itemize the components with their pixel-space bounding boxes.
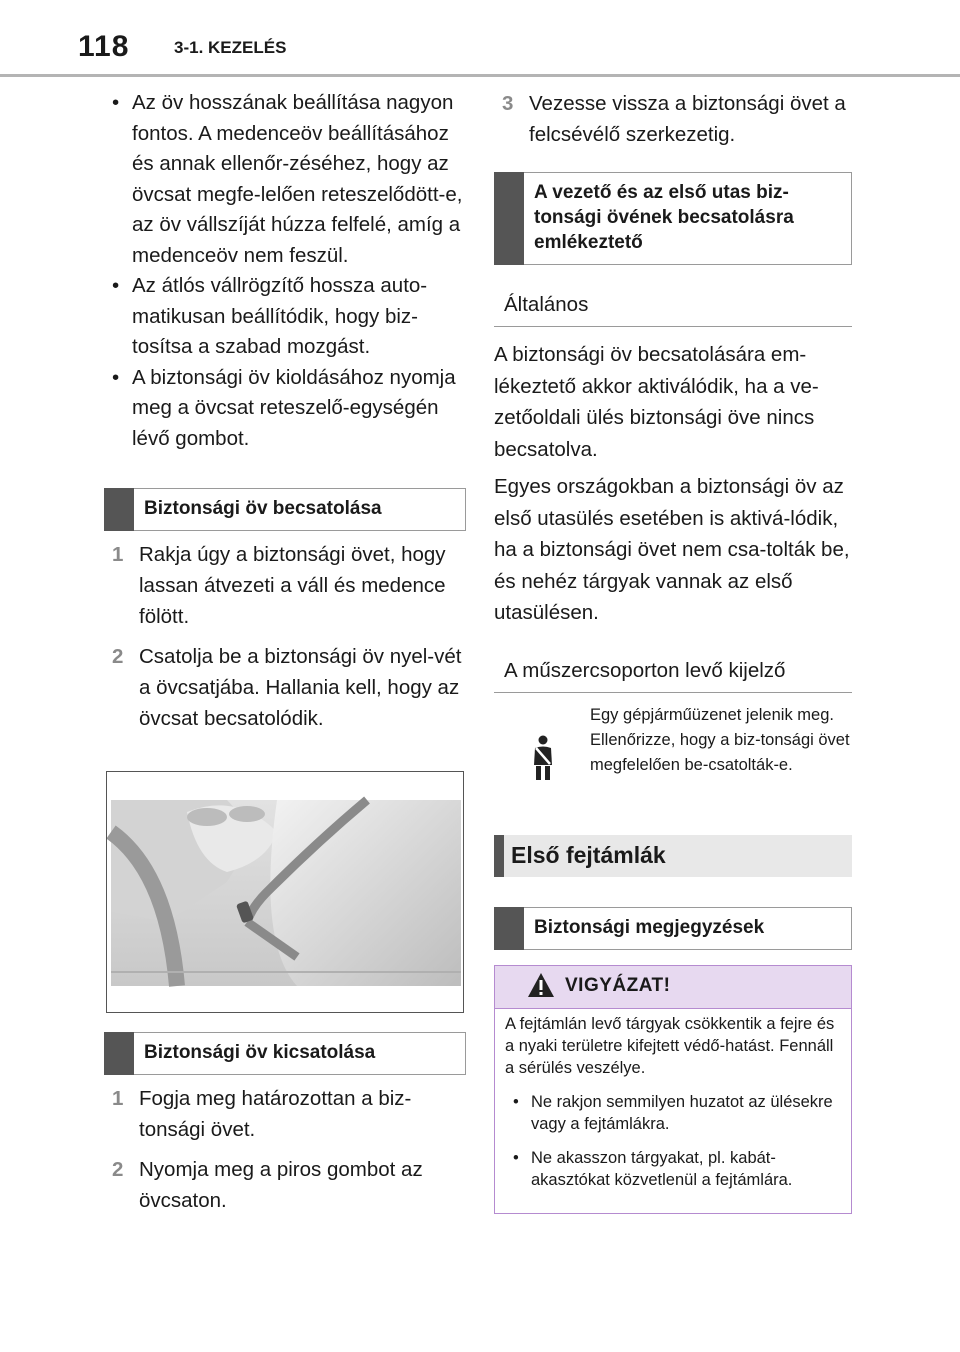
section-title: 3-1. KEZELÉS [174,38,287,57]
unfasten-step-2: 2 Nyomja meg a piros gombot az övcsaton. [112,1158,423,1212]
warning-header [495,966,851,1008]
heading-front-headrests: Első fejtámlák [494,835,852,877]
warning-body [495,1009,851,1213]
heading-belt-reminder: A vezető és az első utas biz-tonsági övének becsatolásra emlékeztető [494,172,852,265]
list-item: • Ne rakjon semmilyen huzatot az ülésekre vagy a fejtámlákra. [505,1091,839,1135]
warning-triangle-icon [526,971,556,1004]
list-item: • Az átlós vállrögzítő hossza auto-matikusan beállítódik, hogy biz-tosítsa a szabad mozgást. [104,271,466,363]
step-3: 3 Vezesse vissza a biztonsági övet a felcsévélő szerkezetig. [502,92,846,146]
list-item: • A biztonsági öv kioldásához nyomja meg a övcsat reteszelő-egységén lévő gombot. [104,363,466,455]
warning-box [494,965,852,1214]
seat-belt-illustration [106,771,464,1013]
heading-unfasten-belt: Biztonsági öv kicsatolása [104,1032,466,1075]
subheading-display: A műszercsoporton levő kijelző [494,651,852,693]
display-message: Egy gépjárműüzenet jelenik meg. Ellenőrizze, hogy a biz-tonsági övet megfelelően be-csatolták-e. [590,705,850,774]
unfasten-section [104,1032,466,1225]
list-item: • Az öv hosszának beállítása nagyon fontos. A medenceöv beállításához és annak ellenőr-zéséhez, hogy az övcsat megfe-lelően reteszelődött-e, az öv vállszíját húzza felfelé, amíg a medenceöv nem feszül. [104,88,466,271]
heading-safety-notes: Biztonsági megjegyzések [494,907,852,950]
unfasten-step-1: 1 Fogja meg határozottan a biz-tonsági övet. [112,1087,412,1141]
warning-intro: A fejtámlán levő tárgyak csökkentik a fejre és a nyaki területre kifejtett védő-hatást. Fennáll a sérülés veszélye. [505,1014,835,1077]
seatbelt-warning-icon [530,735,556,786]
right-column [494,88,852,1214]
paragraph-passenger: Egyes országokban a biztonsági öv az első utasülés esetében is aktivá-lódik, ha a biztonsági övet nem csa-tolták be, és nehéz tárgyak vannak az első utasülésen. [494,475,850,624]
left-column [104,88,466,743]
fasten-step-2: 2 Csatolja be a biztonsági öv nyel-vét a övcsatjába. Hallania kell, hogy az övcsat becsatolódik. [112,645,462,730]
warning-list [505,1091,839,1191]
list-item: • Ne akasszon tárgyakat, pl. kabát-akasztókat közvetlenül a fejtámlára. [505,1147,839,1191]
heading-fasten-belt: Biztonsági öv becsatolása [104,488,466,531]
page-number: 118 [78,30,130,63]
display-info [494,693,852,823]
seat-belt-photo [107,772,463,1012]
fasten-step-1: 1 Rakja úgy a biztonsági övet, hogy lassan átvezeti a váll és medence fölött. [112,543,446,628]
warning-title: VIGYÁZAT! [565,974,671,996]
belt-notes-list [104,88,466,454]
header-divider [0,74,960,77]
page-header [0,0,960,76]
subheading-general: Általános [494,285,852,327]
paragraph-reminder: A biztonsági öv becsatolására em-lékeztető akkor aktiválódik, ha a ve-zetőoldali ülés biztonsági öve nincs becsatolva. [494,343,819,461]
